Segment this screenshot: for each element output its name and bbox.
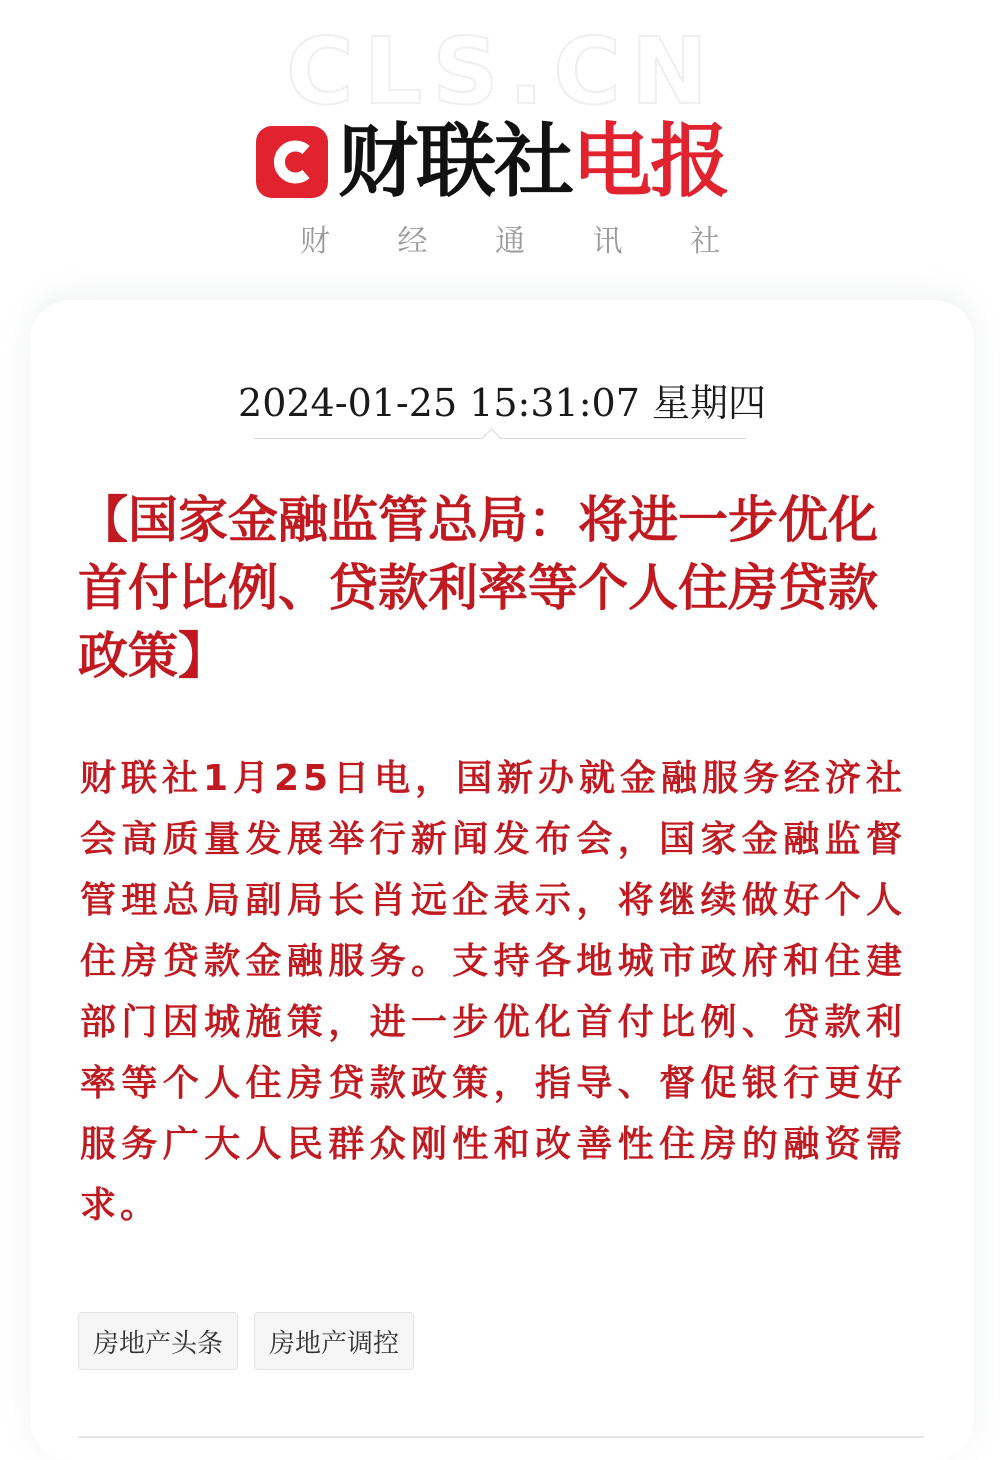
tagline-char: 通 — [495, 224, 525, 259]
tagline-char: 讯 — [592, 224, 623, 259]
tag-real-estate-regulation[interactable]: 房地产调控 — [254, 1312, 414, 1370]
cls-c-logo-icon — [256, 126, 328, 198]
watermark-text: CLS.CN — [286, 18, 718, 125]
brand-name-highlight: 电报 — [572, 115, 728, 208]
tagline-char: 社 — [690, 224, 720, 259]
brand-name: 财联社 — [338, 115, 572, 208]
tagline-char: 经 — [397, 224, 428, 259]
bottom-divider — [78, 1436, 924, 1438]
brand-tagline — [300, 216, 720, 260]
tag-real-estate-headlines[interactable]: 房地产头条 — [78, 1312, 238, 1370]
article-headline: 【国家金融监管总局：将进一步优化首付比例、贷款利率等个人住房贷款政策】 — [78, 490, 878, 685]
brand-logo — [256, 112, 728, 212]
tag-list — [78, 1312, 414, 1370]
article-body: 财联社1月25日电，国新办就金融服务经济社会高质量发展举行新闻发布会，国家金融监督管理总局副局长肖远企表示，将继续做好个人住房贷款金融服务。支持各地城市政府和住建部门因城施策，进一步优化首付比例、贷款利率等个人住房贷款政策，指导、督促银行更好服务广大人民群众刚性和改善性住房的融资需求。 — [80, 758, 906, 1226]
tagline-char: 财 — [300, 224, 330, 259]
article-datetime: 2024-01-25 15:31:07 星期四 — [238, 381, 766, 425]
header — [0, 0, 1004, 290]
